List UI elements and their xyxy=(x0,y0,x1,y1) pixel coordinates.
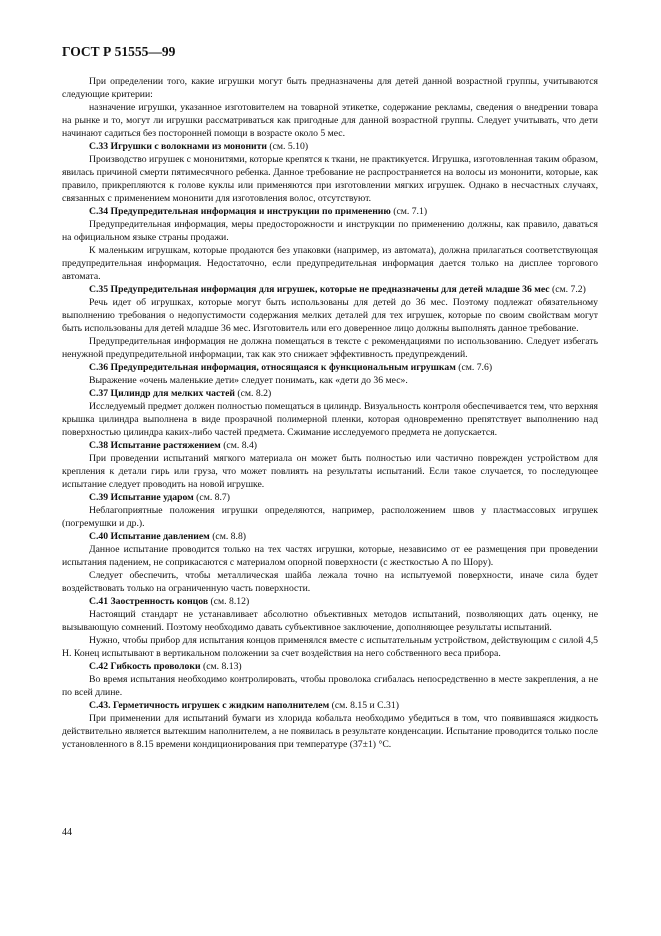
paragraph: Речь идет об игрушках, которые могут быть использованы для детей до 36 мес. Поэтому подлежат обязательному выполнению требования о недопустимости содержания мелких деталей для тех игрушек, которые по своим свойствам могут быть использованы для детей младше 36 мес. Изготовитель или его доверенное лицо должны выполнять данное требование. xyxy=(62,297,598,334)
document-header: ГОСТ Р 51555—99 xyxy=(62,44,176,59)
section-heading xyxy=(62,361,598,374)
paragraph: К маленьким игрушкам, которые продаются без упаковки (например, из автомата), должна прилагаться соответствующая предупредительная информация. Недостаточно, если предупредительная информация дается только на дисплее торгового автомата. xyxy=(62,245,598,282)
paragraph: При проведении испытаний мягкого материала он может быть полностью или частично поврежден устройством для крепления к детали гирь или груза, что может повлиять на результаты испытаний. Если такое случается, то последующее испытание следует проводить на новой игрушке. xyxy=(62,453,598,490)
section-title: С.39 Испытание ударом xyxy=(89,492,194,503)
section-title: С.37 Цилиндр для мелких частей xyxy=(89,388,235,399)
section-reference: (см. 5.10) xyxy=(266,141,309,152)
section-reference: (см. 8.15 и С.31) xyxy=(329,700,399,711)
section-title: С.40 Испытание давлением xyxy=(89,531,210,542)
section-heading xyxy=(62,699,598,712)
paragraph: Неблагоприятные положения игрушки определяются, например, расположением швов у пластмассовых игрушек (погремушки и др.). xyxy=(62,505,598,529)
paragraph: Данное испытание проводится только на тех частях игрушки, которые, независимо от ее размещения при проведении испытания падением, не соприкасаются с материалом опорной поверхности (с жесткостью А по Шору). xyxy=(62,544,598,568)
paragraph: Производство игрушек с мононитями, которые крепятся к ткани, не практикуется. Игрушка, изготовленная таким образом, явилась причиной смерти пятимесячного ребенка. Данное требование не распространяется на волосы из мононити, которые, как правило, прикрепляются к голове куклы или применяются при изготовлении мягких игрушек. Однако в несчастных случаях, связанных с применением мононити для изготовления волос, отсутствуют. xyxy=(62,154,598,204)
paragraph: назначение игрушки, указанное изготовителем на товарной этикетке, содержание рекламы, сведения о внедрении товара на рынке и то, могут ли игрушки рассматриваться как пригодные для данной возрастной группы. Следует учитывать, что дети начинают садиться без посторонней помощи в возрасте около 5 мес. xyxy=(62,102,598,139)
section-reference: (см. 8.8) xyxy=(209,531,247,542)
section-heading xyxy=(62,140,598,153)
section-reference: (см. 8.7) xyxy=(193,492,231,503)
paragraph: Настоящий стандарт не устанавливает абсолютно объективных методов испытаний, позволяющих дать оценку, не вызывающую сомнений. Поэтому необходимо давать субъективное заключение, дополняющее результаты испытаний. xyxy=(62,609,598,633)
section-reference: (см. 7.2) xyxy=(549,284,586,295)
page-number: 44 xyxy=(62,827,72,838)
section-heading xyxy=(62,595,598,608)
section-title: С.35 Предупредительная информация для игрушек, которые не предназначены для детей младше 36 мес xyxy=(89,284,550,295)
section-heading xyxy=(62,530,598,543)
section-heading xyxy=(62,660,598,673)
paragraph: Выражение «очень маленькие дети» следует понимать, как «дети до 36 мес». xyxy=(89,375,408,386)
section-title: С.38 Испытание растяжением xyxy=(89,440,221,451)
section-reference: (см. 7.1) xyxy=(390,206,428,217)
paragraph: Следует обеспечить, чтобы металлическая шайба лежала точно на испытуемой поверхности, иначе сила будет воздействовать только на ограниченную часть поверхности. xyxy=(62,570,598,594)
document-body xyxy=(62,75,598,751)
section-title: С.41 Заостренность концов xyxy=(89,596,209,607)
section-title: С.42 Гибкость проволоки xyxy=(89,661,201,672)
paragraph: При определении того, какие игрушки могут быть предназначены для детей данной возрастной группы, учитываются следующие критерии: xyxy=(62,76,598,100)
section-title: С.36 Предупредительная информация, относящаяся к функциональным игрушкам xyxy=(89,362,456,373)
section-heading xyxy=(62,283,598,296)
paragraph: Исследуемый предмет должен полностью помещаться в цилиндр. Визуальность контроля обеспечивается тем, что верхняя крышка цилиндра выполнена в виде прозрачной полимерной пленки, которая одновременно препятствует выполнению над поверхностью цилиндра каких-либо частей предмета. Сжимание исследуемого предмета не допускается. xyxy=(62,401,598,438)
section-title: С.34 Предупредительная информация и инструкции по применению xyxy=(89,206,391,217)
paragraph: Предупредительная информация не должна помещаться в тексте с рекомендациями по использованию. Следует избегать ненужной предупредительной информации, так как это снижает эффективность предупреждений. xyxy=(62,336,598,360)
section-reference: (см. 8.4) xyxy=(220,440,258,451)
section-heading xyxy=(62,439,598,452)
paragraph: При применении для испытаний бумаги из хлорида кобальта необходимо убедиться в том, что появившаяся жидкость действительно является вытекшим наполнителем, а не появилась в результате конденсации. Испытание проводится только после установленного в 8.15 времени кондиционирования при температуре (37±1) °С. xyxy=(62,713,598,750)
paragraph: Предупредительная информация, меры предосторожности и инструкции по применению должны, как правило, даваться на официальном языке страны продажи. xyxy=(62,219,598,243)
paragraph: Во время испытания необходимо контролировать, чтобы проволока сгибалась непосредственно в месте закрепления, а не по всей длине. xyxy=(62,674,598,698)
section-reference: (см. 8.13) xyxy=(200,661,242,672)
section-heading xyxy=(62,387,598,400)
section-reference: (см. 8.12) xyxy=(208,596,250,607)
section-reference: (см. 8.2) xyxy=(234,388,272,399)
section-heading xyxy=(62,491,598,504)
section-title: С.33 Игрушки с волокнами из мононити xyxy=(89,141,267,152)
section-reference: (см. 7.6) xyxy=(455,362,493,373)
section-title: С.43. Герметичность игрушек с жидким наполнителем xyxy=(89,700,330,711)
section-heading xyxy=(62,205,598,218)
paragraph: Нужно, чтобы прибор для испытания концов применялся вместе с испытательным устройством, действующим с силой 4,5 Н. Конец испытывают в вертикальном положении за счет воздействия на него собственного веса прибора. xyxy=(62,635,598,659)
